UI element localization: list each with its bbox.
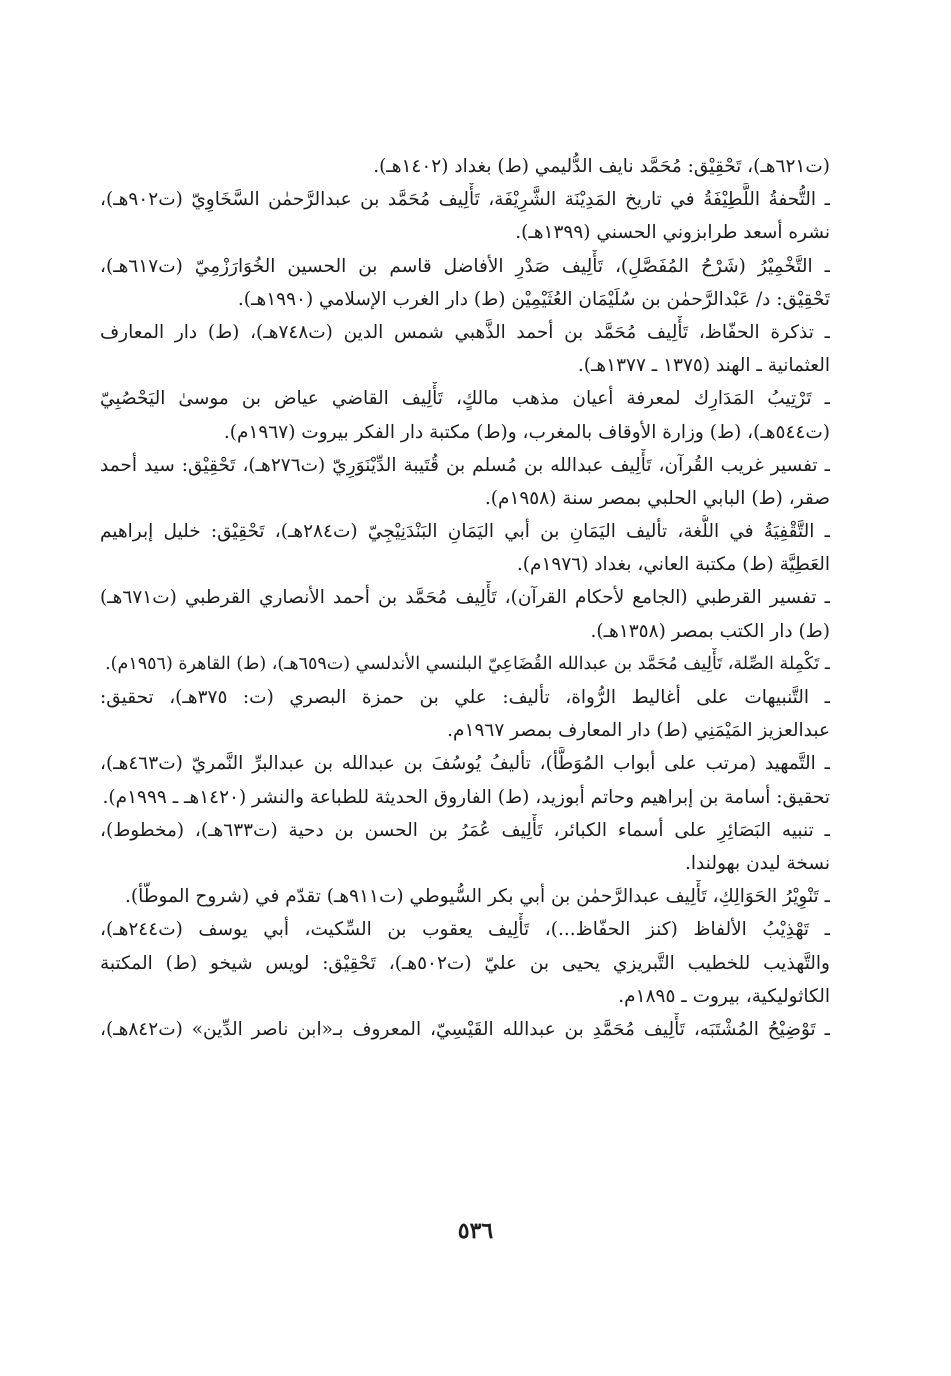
text-line: ـ تفسير غريب القُرآن، تَأْلِيف عبدالله بن مُسلم بن قُتَيبة الدِّيْنَوَرِيّ (ت٢٧٦هـ)، تَحْقِيْق: سيد أحمد [100,454,830,476]
text-line: تَحْقِيْق: د/ عَبْدالرَّحمٰن بن سُلَيْمَان العُثَيْمِيْن (ط) دار الغرب الإسلامي (١٩٩٠هـ). [237,288,830,310]
text-line: صقر، (ط) البابي الحلبي بمصر سنة (١٩٥٨م). [484,487,830,509]
text-line: تحقيق: أسامة بن إبراهيم وحاتم أبوزيد، (ط) الفاروق الحديثة للطباعة والنشر (١٤٢٠هـ ـ ١٩٩٩م). [102,786,830,808]
text-line: ـ التَّخْمِيْرُ (شَرْحُ المُفَصَّلِ)، تَأْلِيف صَدْرِ الأفاضل قاسم بن الحسين الخُوَارَزْمِيّ (ت٦١٧هـ)، [100,255,830,277]
text-line: (ت٥٤٤هـ)، (ط) وزارة الأوقاف بالمغرب، و(ط) مكتبة دار الفكر بيروت (١٩٦٧م). [223,421,830,443]
text-line: (ت٦٢١هـ)، تَحْقِيْق: مُحَمَّد نايف الدُّليمي (ط) بغداد (١٤٠٢هـ). [373,156,830,177]
text-line: نشره أسعد طرابزوني الحسني (١٣٩٩هـ). [515,222,830,244]
text-line: العَطِيَّة (ط) مكتبة العاني، بغداد (١٩٧٦م). [516,554,830,576]
text-line: نسخة ليدن بهولندا. [685,852,830,874]
text-line: ـ تَوْضِيْحُ المُشْتَبَه، تَأْلِيف مُحَمَّدِ بن عبدالله القَيْسِيّ، المعروف بـ«ابن ناصر الدِّين» (ت٨٤٢هـ)، [100,1018,830,1040]
text-line: ـ التَّنبيهات على أغاليط الرُّواة، تأليف: علي بن حمزة البصري (ت: ٣٧٥هـ)، تحقيق: [100,687,830,708]
text-line: ـ التَّمهيد (مرتب على أبواب المُوَطَّأ)، تأليفُ يُوسُفَ بن عبدالله بن عبدالبرِّ النَّمريّ (ت٤٦٣هـ)، [100,753,830,775]
text-line: ـ تنبيه البَصَائِرِ على أسماء الكبائر، تَأْلِيف عُمَرُ بن الحسن بن دحية (ت٦٣٣هـ)، (مخطوط)، [100,819,830,841]
text-line: والتَّهذيب للخطيب التَّبريزي يحيى بن عليّ (ت٥٠٢هـ)، تَحْقِيْق: لويس شيخو (ط) المكتبة [100,952,830,974]
text-line: ـ تذكرة الحفّاظ، تَأْلِيف مُحَمَّد بن أحمد الذَّهبي شمس الدين (ت٧٤٨هـ)، (ط) دار المعارف [100,321,830,343]
text-line: ـ التُّحفةُ اللَّطِيْفَةُ في تاريخ المَدِيْنَة الشَّرِيْفَة، تَأْلِيف مُحَمَّد بن عبدالرَّحمٰن السَّخَاوِيّ (ت٩٠٢هـ)، [100,189,830,211]
text-line: ـ تفسير القرطبي (الجامع لأحكام القرآن)، تَأْلِيف مُحَمَّد بن أحمد الأنصاري القرطبي (ت٦٧١هـ) [100,587,830,609]
text-line: الكاثوليكية، بيروت ـ ١٨٩٥م. [618,985,830,1007]
text-line: ـ تَكْمِلة الصِّلة، تَأْلِيف مُحَمَّد بن عبدالله القُضَاعِيّ البلنسي الأندلسي (ت٦٥٩هـ)، (ط) القاهرة (١٩٥٦م). [105,653,830,674]
page-number: ٥٣٦ [457,1218,494,1244]
text-line: (ط) دار الكتب بمصر (١٣٥٨هـ). [590,620,830,642]
bibliography-text [100,150,830,1046]
text-line: العثمانية ـ الهند (١٣٧٥ ـ ١٣٧٧هـ). [577,355,830,377]
text-line: ـ تَهْذِيْبُ الألفاظ (كنز الحفّاظ...)، تَأْلِيف يعقوب بن السِّكيت، أبي يوسف (ت٢٤٤هـ)، [100,919,830,941]
text-line: ـ تَرْتِيبُ المَدَارِك لمعرفة أعيان مذهب مالكٍ، تَأْلِيف القاضي عياض بن موسىٰ اليَحْصُبِيّ [100,388,830,410]
text-line: عبدالعزيز المَيْمَنِي (ط) دار المعارف بمصر ١٩٦٧م. [447,720,830,742]
text-line: ـ التَّقْفِيَةُ في اللُّغة، تأليف اليَمَانِ بن أبي اليَمَانِ البَنْدَنِيْجِيّ (ت٢٨٤هـ)، تَحْقِيْق: خليل إبراهيم [100,521,830,543]
text-line: ـ تَنْوِيْرُ الحَوَالِكِ، تَأْلِيف عبدالرَّحمٰن بن أبي بكر السُّيوطي (ت٩١١هـ) تقدّم في (شروح الموطّأ). [125,886,830,908]
